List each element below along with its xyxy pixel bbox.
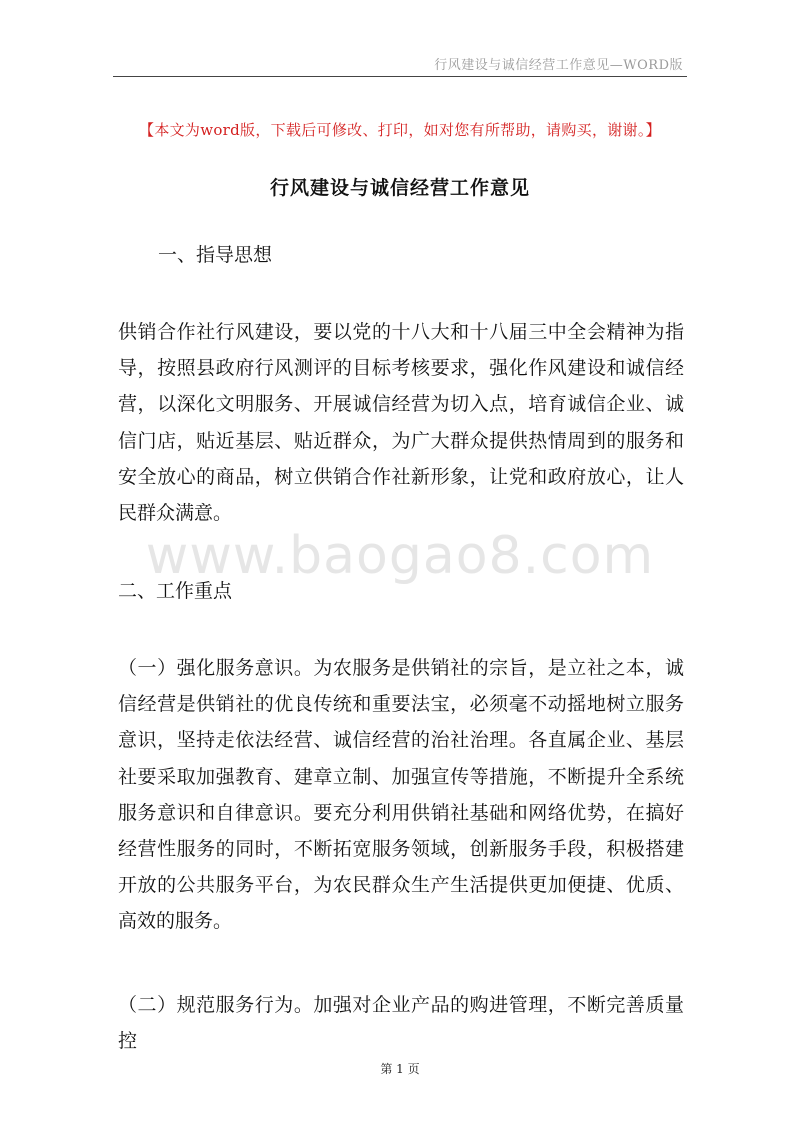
running-header: 行风建设与诚信经营工作意见—WORD版 bbox=[434, 58, 683, 73]
section-heading-guiding-ideology: 一、指导思想 bbox=[158, 244, 273, 266]
page-number: 第 1 页 bbox=[380, 1062, 420, 1076]
paragraph-guiding-ideology: 供销合作社行风建设，要以党的十八大和十八届三中全会精神为指导，按照县政府行风测评的目标考核要求，强化作风建设和诚信经营，以深化文明服务、开展诚信经营为切入点，培育诚信企业、诚信门店，贴近基层、贴近群众，为广大群众提供热情周到的服务和安全放心的商品，树立供销合作社新形象，让党和政府放心，让人民群众满意。 bbox=[118, 321, 684, 525]
paragraph-service-conduct: （二）规范服务行为。加强对企业产品的购进管理，不断完善质量控 bbox=[118, 994, 684, 1053]
purchase-notice: 【本文为word版，下载后可修改、打印，如对您有所帮助，请购买，谢谢。】 bbox=[139, 121, 661, 139]
header-divider bbox=[113, 76, 687, 77]
document-title: 行风建设与诚信经营工作意见 bbox=[269, 177, 530, 199]
site-watermark: www.baogao8.com bbox=[145, 526, 655, 586]
paragraph-service-awareness: （一）强化服务意识。为农服务是供销社的宗旨，是立社之本，诚信经营是供销社的优良传统和重要法宝，必须毫不动摇地树立服务意识，坚持走依法经营、诚信经营的治社治理。各直属企业、基层社要采取加强教育、建章立制、加强宣传等措施，不断提升全系统服务意识和自律意识。要充分利用供销社基础和网络优势，在搞好经营性服务的同时，不断拓宽服务领域，创新服务手段，积极搭建开放的公共服务平台，为农民群众生产生活提供更加便捷、优质、高效的服务。 bbox=[118, 657, 684, 933]
section-heading-work-focus: 二、工作重点 bbox=[118, 580, 233, 602]
